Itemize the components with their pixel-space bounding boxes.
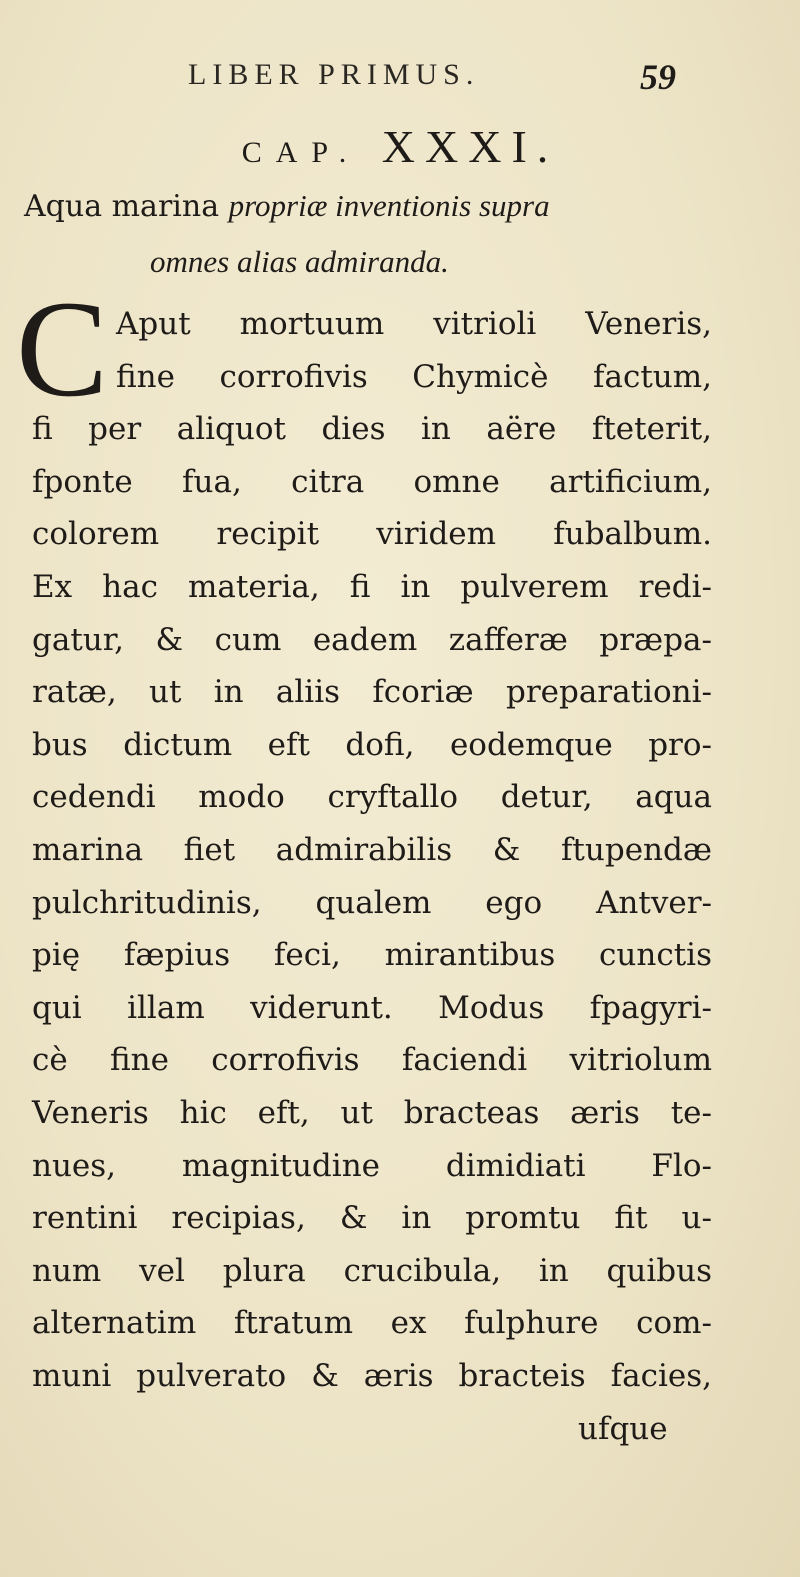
body-line: cè fine corrofivis faciendi vitriolum — [32, 1042, 712, 1079]
body-line: Aput mortuum vitrioli Veneris, — [116, 306, 712, 342]
chapter-heading-line-2: omnes alias admiranda. — [150, 244, 449, 279]
body-line: marina fiet admirabilis & ftupendæ — [32, 832, 712, 868]
chapter-number: XXXI. — [381, 121, 559, 172]
body-line: muni pulverato & æris bracteis facies, — [32, 1358, 712, 1394]
body-line: qui illam viderunt. Modus fpagyri- — [32, 989, 712, 1026]
body-line: alternatim ftratum ex fulphure com- — [32, 1305, 712, 1342]
heading-roman-text: Aqua marina — [24, 189, 220, 224]
body-line: fi per aliquot dies in aëre fteterit, — [32, 411, 712, 448]
body-line: gatur, & cum eadem zafferæ præpa- — [32, 621, 712, 658]
page-number: 59 — [640, 57, 676, 97]
body-line: num vel plura crucibula, in quibus — [32, 1252, 712, 1289]
body-line: ufque — [578, 1410, 668, 1447]
chapter-title — [0, 120, 800, 173]
running-head: LIBER PRIMUS. — [188, 58, 480, 91]
chapter-heading-line-1 — [24, 188, 784, 224]
body-line: nues, magnitudine dimidiati Flo- — [32, 1147, 712, 1184]
body-line: fine corrofivis Chymicè factum, — [116, 358, 712, 395]
body-line: cedendi modo cryftallo detur, aqua — [32, 779, 712, 816]
heading-italic-text: propriæ inventionis supra — [228, 188, 550, 223]
body-line: pulchritudinis, qualem ego Antver- — [32, 884, 712, 921]
body-line: colorem recipit viridem fubalbum. — [32, 516, 712, 553]
chapter-cap-label: CAP. — [241, 136, 361, 169]
body-line: Veneris hic eft, ut bracteas æris te- — [32, 1095, 712, 1131]
body-line: rentini recipias, & in promtu fit u- — [32, 1200, 712, 1237]
body-line: fponte fua, citra omne artificium, — [32, 463, 712, 500]
body-line: ratæ, ut in aliis fcoriæ preparationi- — [32, 674, 712, 711]
body-line: pię fæpius feci, mirantibus cunctis — [32, 937, 712, 974]
body-line: bus dictum eft dofi, eodemque pro- — [32, 726, 712, 763]
drop-capital: C — [16, 272, 109, 425]
body-line: Ex hac materia, fi in pulverem redi- — [32, 569, 712, 605]
